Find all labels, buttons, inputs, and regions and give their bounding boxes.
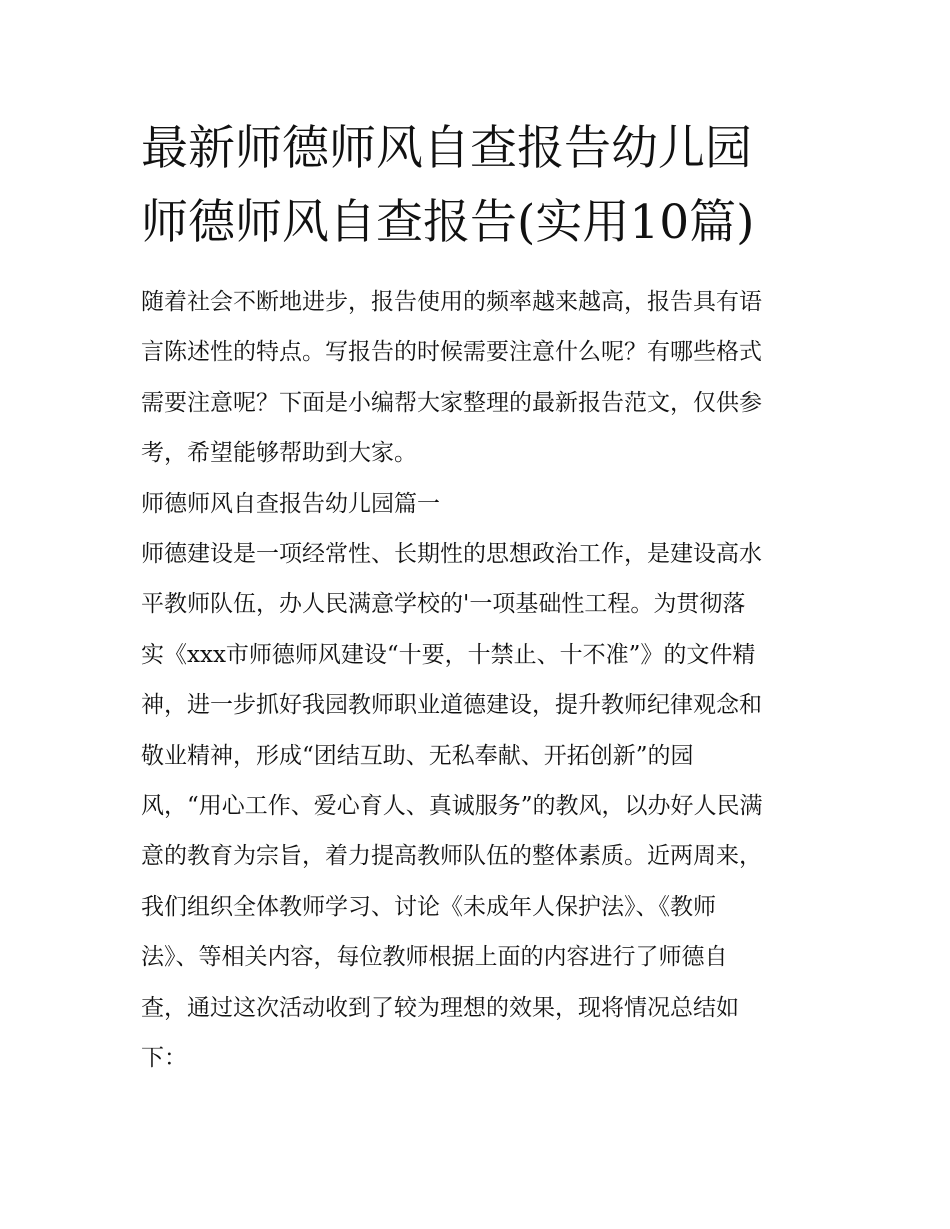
document-content [141, 112, 813, 1084]
text-line: 随着社会不断地进步，报告使用的频率越来越高，报告具有语 [141, 289, 762, 315]
title-line: 师德师风自查报告(实用10篇) [141, 195, 755, 250]
text-line: 言陈述性的特点。写报告的时候需要注意什么呢？有哪些格式 [141, 339, 762, 366]
body-paragraph [141, 529, 813, 1083]
text-line: 风，“用心工作、爱心育人、真诚服务”的教风，以办好人民满 [141, 793, 763, 820]
text-line: 敬业精神，形成“团结互助、无私奉献、开拓创新”的园 [141, 742, 694, 769]
text-line: 神，进一步抓好我园教师职业道德建设，提升教师纪律观念和 [141, 692, 762, 719]
text-line: 平教师队伍，办人民满意学校的'一项基础性工程。为贯彻落 [141, 591, 746, 618]
text-line: 师德建设是一项经常性、长期性的思想政治工作，是建设高水 [141, 541, 762, 568]
text-line: 意的教育为宗旨，着力提高教师队伍的整体素质。近两周来， [141, 843, 762, 870]
intro-paragraph [141, 277, 813, 479]
text-line: 下： [141, 1045, 187, 1072]
text-line: 考，希望能够帮助到大家。 [141, 440, 417, 467]
title-line: 最新师德师风自查报告幼儿园 [141, 121, 752, 176]
text-line: 实《xxx市师德师风建设“十要，十禁止、十不准”》的文件精 [141, 641, 756, 668]
document-title [141, 112, 813, 260]
text-line: 需要注意呢？下面是小编帮大家整理的最新报告范文，仅供参 [141, 389, 762, 416]
text-line: 我们组织全体教师学习、讨论《未成年人保护法》、《教师 [141, 893, 716, 920]
text-line: 法》、等相关内容，每位教师根据上面的内容进行了师德自 [141, 944, 728, 971]
section-heading [141, 479, 813, 529]
section-heading-text: 师德师风自查报告幼儿园篇一 [141, 490, 440, 517]
text-line: 查，通过这次活动收到了较为理想的效果，现将情况总结如 [141, 994, 739, 1021]
